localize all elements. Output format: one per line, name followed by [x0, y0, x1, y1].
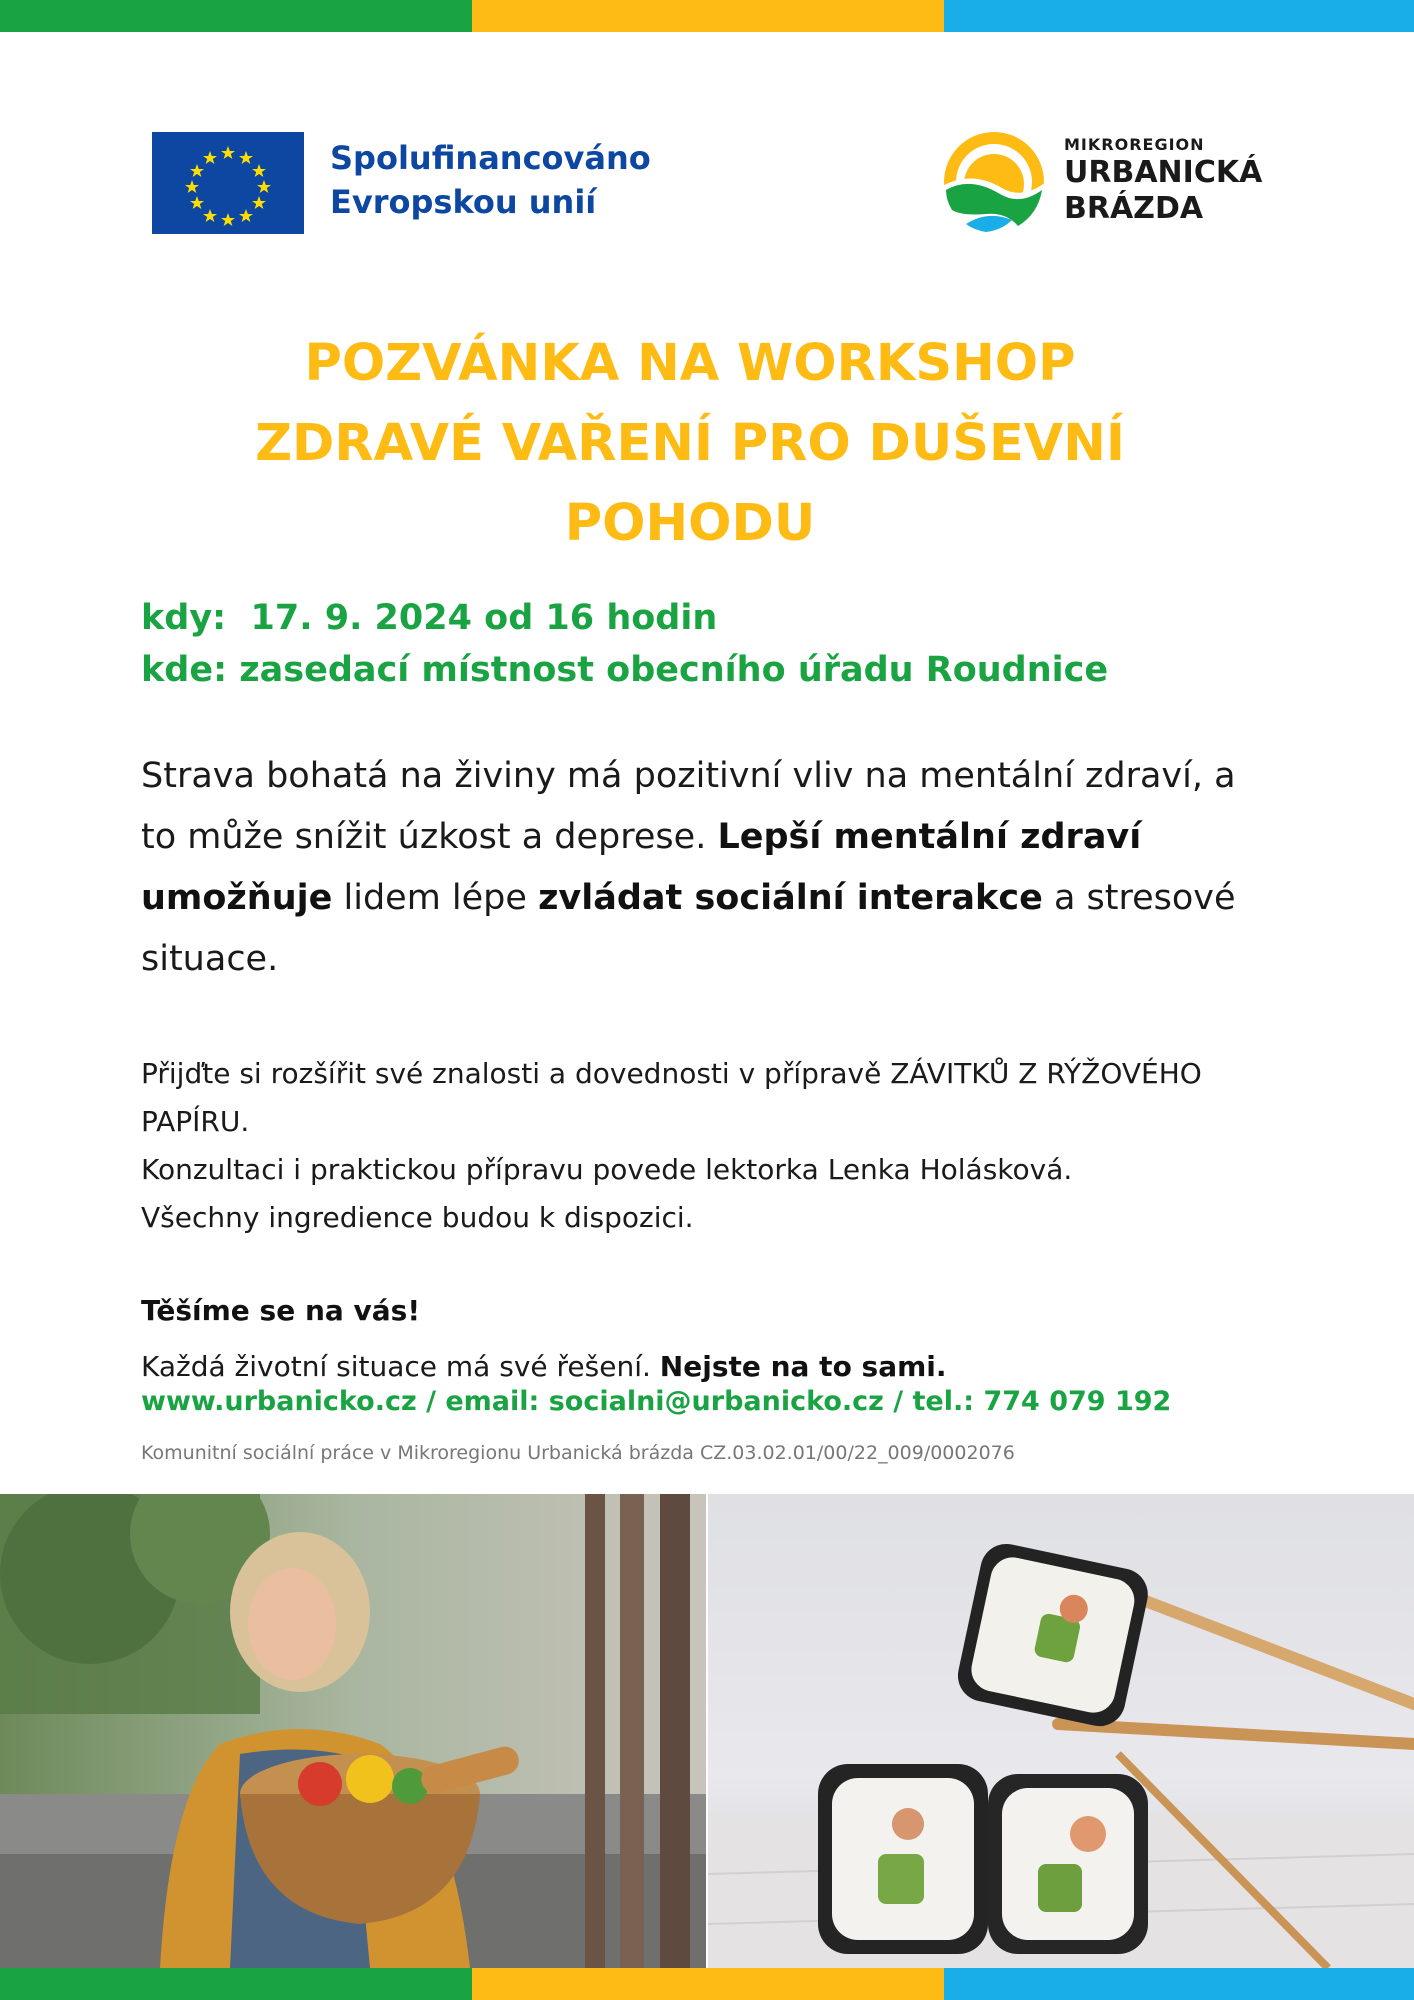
- intro-text-3: a stresové situace.: [141, 878, 1236, 979]
- mikroregion-label: MIKROREGION: [1064, 135, 1205, 154]
- photo-woman-with-basket: [0, 1494, 706, 1968]
- situation-normal: Každá životní situace má své řešení.: [141, 1350, 660, 1383]
- project-code: Komunitní sociální práce v Mikroregionu Urbanická brázda CZ.03.02.01/00/22_009/0002076: [141, 1442, 1015, 1464]
- stripe-blue: [944, 0, 1414, 32]
- details-line3: Všechny ingredience budou k dispozici.: [141, 1201, 694, 1234]
- workshop-details: [141, 1050, 1281, 1242]
- when-value: 17. 9. 2024 od 16 hodin: [250, 598, 718, 638]
- mikroregion-name-line1: URBANICKÁ: [1064, 155, 1263, 190]
- intro-text-2: lidem lépe: [332, 878, 539, 918]
- stripe-yellow: [472, 0, 944, 32]
- mikroregion-name: [1064, 135, 1262, 227]
- see-you-text: Těšíme se na vás!: [141, 1294, 421, 1327]
- contact-info: www.urbanicko.cz / email: socialni@urbanicko.cz / tel.: 774 079 192: [141, 1386, 1172, 1417]
- intro-paragraph: [141, 746, 1281, 990]
- photo-rice-paper-rolls: [708, 1494, 1414, 1968]
- eu-flag-logo: [152, 132, 304, 234]
- headline-line3: POHODU: [564, 494, 816, 553]
- details-line1: Přijďte si rozšířit své znalosti a dovednosti v přípravě ZÁVITKŮ Z RÝŽOVÉHO PAPÍRU.: [141, 1057, 1202, 1138]
- where-label: kde:: [141, 650, 228, 690]
- mikroregion-sun-logo: [942, 130, 1046, 234]
- when-label: kdy:: [141, 598, 227, 638]
- stripe-blue: [944, 1968, 1414, 2000]
- bottom-color-stripe: [0, 1968, 1414, 2000]
- stripe-yellow: [472, 1968, 944, 2000]
- stripe-green: [0, 0, 472, 32]
- top-color-stripe: [0, 0, 1414, 32]
- situation-bold: Nejste na to sami.: [659, 1350, 947, 1383]
- mikroregion-name-line2: BRÁZDA: [1064, 191, 1204, 226]
- workshop-headline: [150, 324, 1230, 564]
- event-when: [141, 598, 717, 638]
- details-line2: Konzultaci i praktickou přípravu povede lektorka Lenka Holásková.: [141, 1153, 1073, 1186]
- headline-line1: POZVÁNKA NA WORKSHOP: [304, 334, 1076, 393]
- stripe-green: [0, 1968, 472, 2000]
- eu-text-line2: Evropskou unií: [330, 183, 597, 221]
- event-where: [141, 650, 1108, 690]
- intro-bold-2: zvládat sociální interakce: [538, 878, 1043, 918]
- headline-line2: ZDRAVÉ VAŘENÍ PRO DUŠEVNÍ: [255, 414, 1125, 473]
- intro-bold-1: Lepší mentální zdraví umožňuje: [141, 817, 1142, 918]
- eu-text-line1: Spolufinancováno: [330, 139, 651, 177]
- situation-text: [141, 1350, 947, 1383]
- eu-cofinanced-text: [330, 136, 651, 224]
- where-value: zasedací místnost obecního úřadu Roudnice: [239, 650, 1109, 690]
- intro-text-1: Strava bohatá na živiny má pozitivní vliv na mentální zdraví, a to může snížit úzkost a deprese.: [141, 756, 1236, 857]
